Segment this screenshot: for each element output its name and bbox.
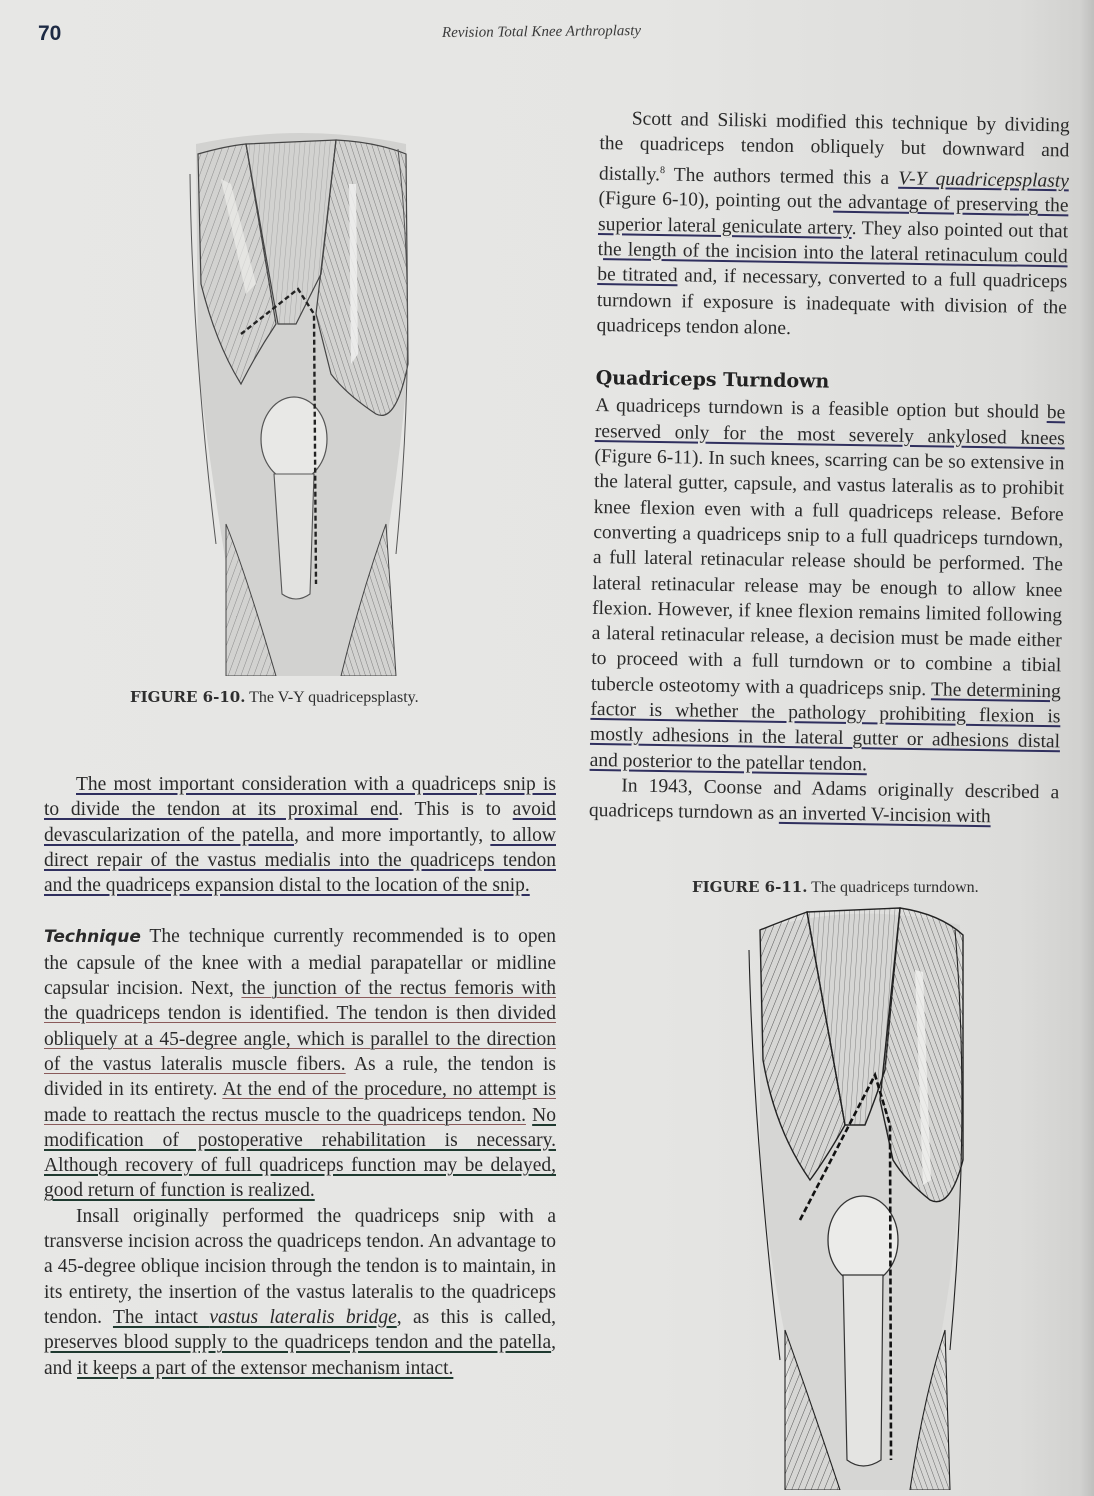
figure-caption-text: The quadriceps turndown. bbox=[811, 879, 979, 896]
knee-anatomy-turndown-icon bbox=[745, 900, 967, 1490]
running-head: Revision Total Knee Arthroplasty bbox=[441, 22, 642, 42]
section-heading-quadriceps-turndown: Quadriceps Turndown bbox=[595, 367, 830, 393]
figure-6-10-caption bbox=[130, 688, 419, 707]
run-in-heading: Technique bbox=[44, 927, 141, 948]
paragraph-scott-siliski: Scott and Siliski modified this technique by dividing the quadriceps tendon obliquely but downward and distally.$^8$ The authors termed this a V-Y quadricepsplasty (Figure 6-10), pointing out the advantage of preserving the superior lateral geniculate artery. They also pointed out that the length of the incision into the lateral retinaculum could be titrated and, if necessary, converted to a full quadriceps turndown if exposure is inadequate with division of the quadriceps tendon alone. bbox=[596, 108, 1070, 339]
figure-6-11-illustration bbox=[745, 900, 967, 1490]
figure-caption-text: The V-Y quadricepsplasty. bbox=[249, 689, 419, 706]
paragraph-technique: Technique The technique currently recommended is to open the capsule of the knee with a medial parapatellar or midline capsular incision. Next, the junction of the rectus femoris with the quadriceps tendon is identified. The tendon is then divided obliquely at a 45-degree angle, which is parallel to the direction of the vastus lateralis muscle fibers. As a rule, the tendon is divided in its entirety. At the end of the procedure, no attempt is made to reattach the rectus muscle to the quadriceps tendon. No modification of postoperative rehabilitation is necessary. Although recovery of full quadriceps function may be delayed, good return of function is realized. bbox=[44, 926, 557, 1202]
right-column-text bbox=[589, 106, 1070, 831]
paragraph-insall: Insall originally performed the quadriceps snip with a transverse incision across the quadriceps tendon. An advantage to a 45-degree oblique incision through the tendon is to maintain, in its entirety, the insertion of the vastus lateralis to the quadriceps tendon. The intact vastus lateralis bridge, as this is called, preserves blood supply to the quadriceps tendon and the patella, and it keeps a part of the extensor mechanism intact. bbox=[44, 1205, 556, 1379]
figure-label: FIGURE 6-10. bbox=[130, 688, 246, 706]
paragraph-quadriceps-snip: The most important consideration with a quadriceps snip is to divide the tendon at its proximal end. This is to avoid devascularization of the patella, and more importantly, to allow direct repair of the vastus medialis into the quadriceps tendon and the quadriceps expansion distal to the location of the snip. bbox=[44, 774, 556, 897]
left-column-text bbox=[44, 772, 556, 1381]
paragraph-coonse-adams: In 1943, Coonse and Adams originally described a quadriceps turndown as an inverted V-incision with bbox=[588, 775, 1060, 828]
page-number: 70 bbox=[38, 22, 62, 45]
page-gutter-shadow bbox=[1080, 0, 1094, 1496]
paragraph-turndown: A quadriceps turndown is a feasible option but should be reserved only for the most severely ankylosed knees (Figure 6-11). In such knees, scarring can be so extensive in the lateral gutter, capsule, and vastus lateralis as to prohibit knee flexion even with a full quadriceps release. Before converting a quadriceps snip to a full quadriceps turndown, a full lateral retinacular release should be performed. The lateral retinacular release may be enough to allow knee flexion. However, if knee flexion remains limited following a lateral retinacular release, a decision must be made either to proceed with a full turndown or to combine a tibial tubercle osteotomy with a quadriceps snip. The determining factor is whether the pathology prohibiting flexion is mostly adhesions in the lateral gutter or adhesions distal and posterior to the patellar tendon. bbox=[589, 395, 1066, 775]
knee-anatomy-vy-icon bbox=[186, 124, 416, 676]
figure-6-10-illustration bbox=[186, 124, 416, 676]
figure-label: FIGURE 6-11. bbox=[692, 878, 808, 896]
figure-6-11-caption bbox=[692, 878, 979, 897]
reference-superscript: 8 bbox=[659, 164, 666, 176]
